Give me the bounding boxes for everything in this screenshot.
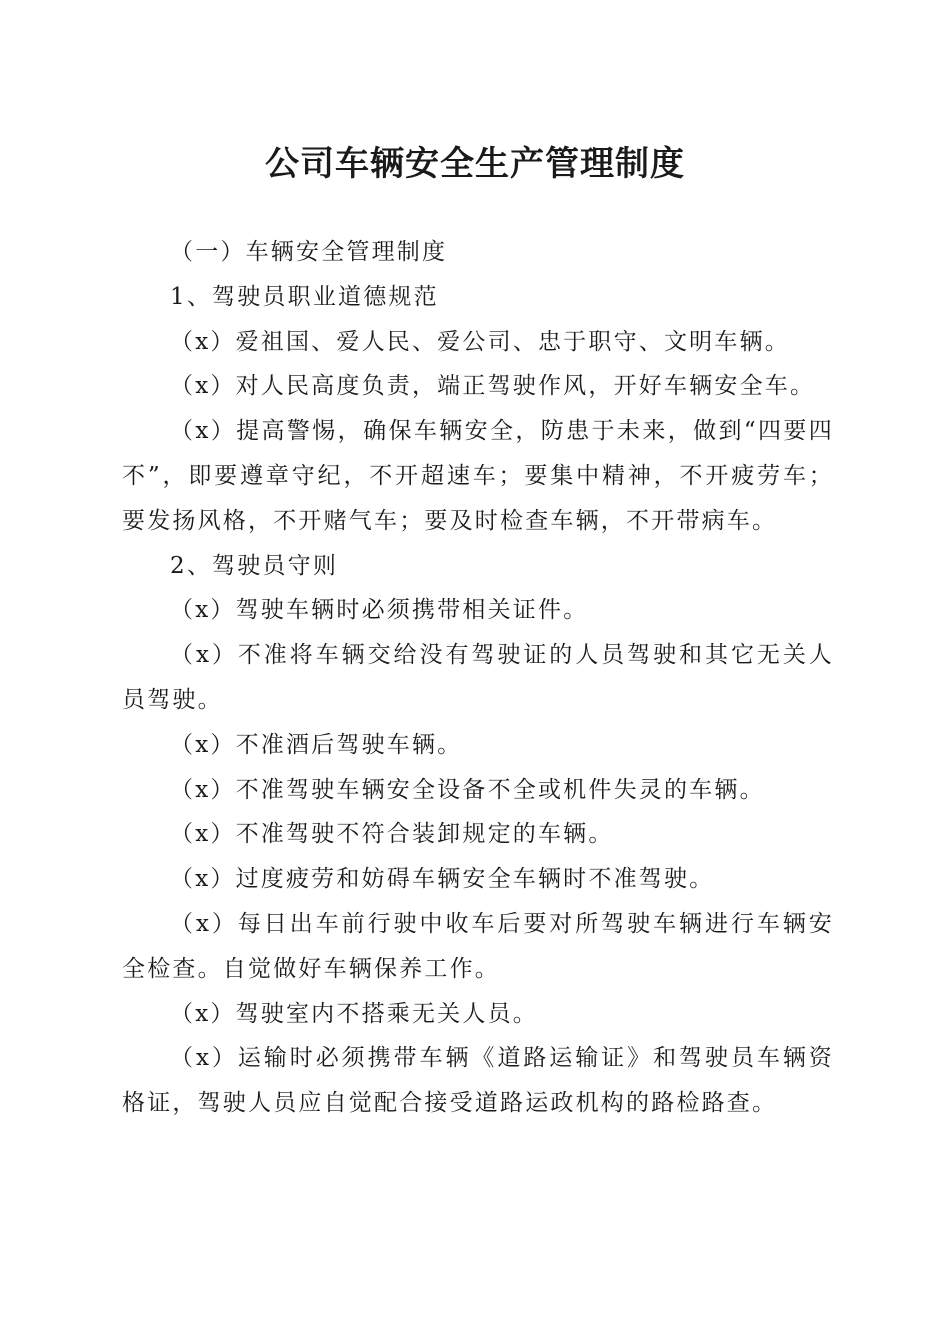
- paragraph: （x）过度疲劳和妨碍车辆安全车辆时不准驾驶。: [170, 866, 715, 893]
- page-title: 公司车辆安全生产管理制度: [265, 144, 685, 184]
- paragraph: （x）爱祖国、爱人民、爱公司、忠于职守、文明车辆。: [170, 328, 790, 355]
- paragraph: （x）提高警惕，确保车辆安全，防患于未来，做到“四要四不”，即要遵章守纪，不开超速车；要集中精神，不开疲劳车；要发扬风格，不开赌气车；要及时检查车辆，不开带病车。: [122, 418, 834, 534]
- document-body: [122, 230, 834, 1126]
- paragraph: （x）驾驶室内不搭乘无关人员。: [170, 1000, 538, 1027]
- paragraph: （x）对人民高度负责，端正驾驶作风，开好车辆安全车。: [170, 373, 816, 400]
- section-heading: （一）车辆安全管理制度: [170, 239, 448, 265]
- paragraph: （x）每日出车前行驶中收车后要对所驾驶车辆进行车辆安全检查。自觉做好车辆保养工作。: [122, 910, 834, 982]
- paragraph: （x）不准酒后驾驶车辆。: [170, 731, 463, 758]
- paragraph: （x）不准将车辆交给没有驾驶证的人员驾驶和其它无关人员驾驶。: [122, 642, 834, 713]
- paragraph: （x）运输时必须携带车辆《道路运输证》和驾驶员车辆资格证，驾驶人员应自觉配合接受道路运政机构的路检路查。: [122, 1045, 834, 1117]
- paragraph: （x）不准驾驶不符合装卸规定的车辆。: [170, 821, 614, 848]
- subsection-heading-rules: 2、驾驶员守则: [170, 552, 339, 579]
- paragraph: （x）驾驶车辆时必须携带相关证件。: [170, 597, 589, 624]
- paragraph: （x）不准驾驶车辆安全设备不全或机件失灵的车辆。: [170, 776, 765, 803]
- subsection-heading-ethics: 1、驾驶员职业道德规范: [170, 283, 439, 310]
